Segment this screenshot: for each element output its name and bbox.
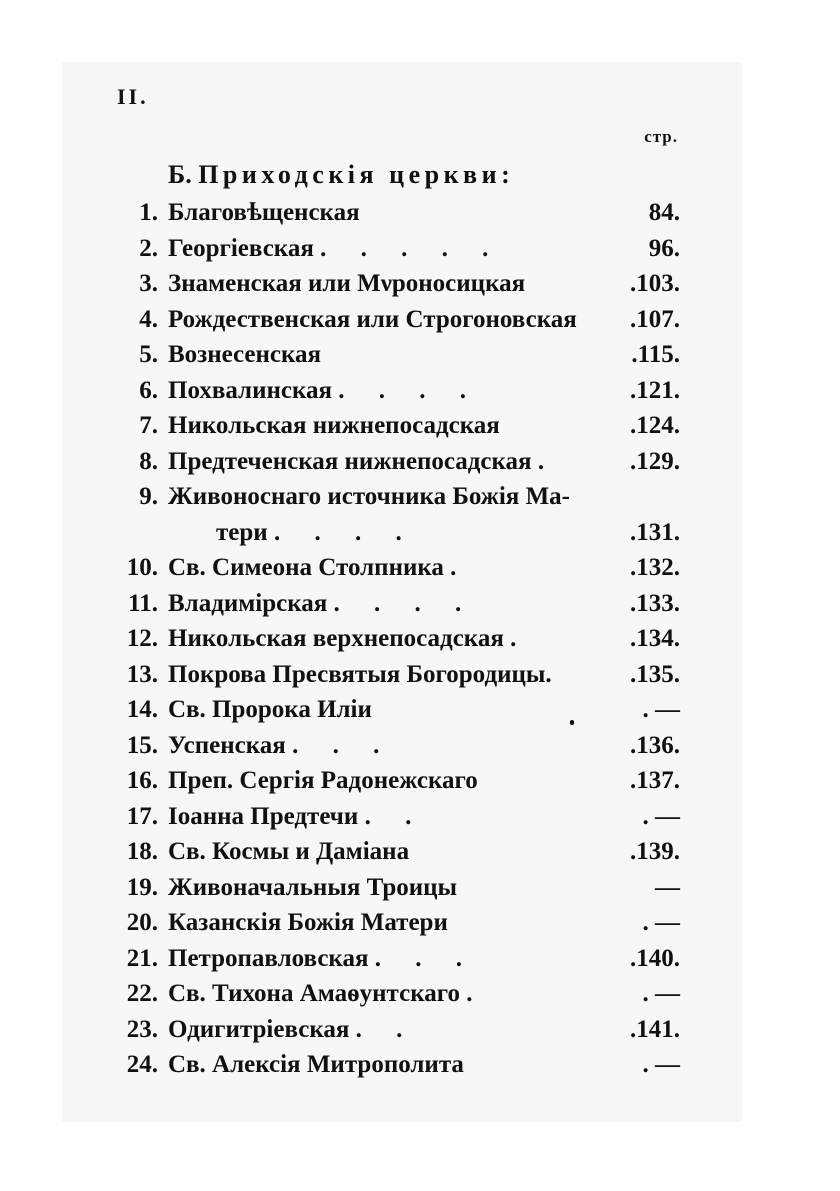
entry-number: 21. xyxy=(126,944,158,972)
entry-title-text: тери xyxy=(216,518,268,546)
toc-entry xyxy=(0,870,840,906)
entry-title xyxy=(168,266,525,302)
toc-entry xyxy=(0,976,840,1012)
entry-page: .132. xyxy=(630,554,680,581)
entry-number: 4. xyxy=(139,305,158,333)
entry-title xyxy=(168,1047,464,1083)
entry-title xyxy=(168,1012,416,1048)
entry-page: .141. xyxy=(630,1015,680,1043)
entry-page: . — xyxy=(642,696,680,723)
dot-leader: . . xyxy=(355,1015,417,1043)
toc-entry xyxy=(0,763,840,799)
entry-page: 84. xyxy=(648,199,680,226)
entry-number: 16. xyxy=(126,767,158,794)
toc-entry xyxy=(0,728,840,764)
entry-number: 11. xyxy=(128,589,158,617)
entry-title-text: Успенская xyxy=(168,731,286,759)
dot-leader: . . . xyxy=(374,944,476,972)
entry-number: 22. xyxy=(126,980,158,1007)
entry-title xyxy=(168,905,448,941)
entry-title xyxy=(168,728,393,764)
entry-page: 96. xyxy=(648,234,680,262)
entry-page: . — xyxy=(642,909,680,936)
entry-page: .139. xyxy=(630,838,680,865)
entry-number: 1. xyxy=(139,199,158,226)
toc-entry xyxy=(0,373,840,409)
toc-entry xyxy=(0,799,840,835)
toc-entry xyxy=(0,408,840,444)
entry-title xyxy=(168,195,360,231)
entry-title xyxy=(168,550,470,586)
toc-entry xyxy=(0,337,840,373)
entry-title-text: Св. Пророка Иліи xyxy=(168,696,372,723)
page-number: II. xyxy=(117,84,149,109)
dot-leader: . . . . xyxy=(338,376,481,404)
entry-title xyxy=(168,621,530,657)
dot-leader: . . . xyxy=(292,731,394,759)
entry-title xyxy=(168,976,486,1012)
entry-page: .129. xyxy=(630,447,680,475)
entry-title-text: Вознесенская xyxy=(168,341,322,368)
toc-entry xyxy=(0,195,840,231)
entry-number: 7. xyxy=(139,412,158,439)
toc-entry xyxy=(0,479,840,515)
toc-entry xyxy=(0,266,840,302)
entry-title-text: Св. Тихона Амаѳунтскаго xyxy=(168,980,460,1007)
toc-entry xyxy=(0,1047,840,1083)
entry-number: 14. xyxy=(126,696,158,723)
entry-number: 6. xyxy=(139,376,158,404)
entry-page: .133. xyxy=(630,589,680,617)
entry-title-text: Іоанна Предтечи xyxy=(168,802,359,830)
toc-entry xyxy=(0,302,840,338)
entry-title xyxy=(168,231,502,267)
entry-number: 9. xyxy=(139,483,158,510)
entry-title xyxy=(168,302,577,338)
toc-entry xyxy=(0,515,840,551)
entry-page: . — xyxy=(642,802,680,830)
entry-title xyxy=(168,941,476,977)
entry-title-text: Св. Космы и Даміана xyxy=(168,838,410,865)
entry-title-text: Св. Симеона Столпника xyxy=(168,554,444,581)
entry-page: .134. xyxy=(630,625,680,652)
dot-leader: . . . . xyxy=(333,589,476,617)
entry-title xyxy=(168,337,321,373)
entry-number: 19. xyxy=(126,873,158,901)
entry-page: .136. xyxy=(630,731,680,759)
toc-entry xyxy=(0,550,840,586)
dot-leader: . xyxy=(450,554,471,581)
section-title-text: Приходскія церкви: xyxy=(198,160,515,189)
entry-title-text: Предтеченская нижнепосадская xyxy=(168,447,532,475)
entry-title-text: Живоначальныя Троицы xyxy=(168,873,458,901)
toc-entry xyxy=(0,621,840,657)
entry-number: 24. xyxy=(126,1051,158,1078)
entry-page: .107. xyxy=(630,305,680,333)
entry-number: 8. xyxy=(139,447,158,475)
entry-title-text: Знаменская или Мνроносицкая xyxy=(168,270,526,297)
entry-title xyxy=(168,763,478,799)
entry-title xyxy=(168,692,372,728)
entry-number: 13. xyxy=(126,660,158,688)
entry-page: .103. xyxy=(630,270,680,297)
entry-page: .137. xyxy=(630,767,680,794)
entry-title xyxy=(168,479,570,515)
entry-title-text: Владимірская xyxy=(168,589,328,617)
entry-title xyxy=(168,657,552,693)
entry-page: .115. xyxy=(631,341,680,368)
entry-title-text: Георгіевская xyxy=(168,234,314,262)
entry-title xyxy=(168,799,425,835)
entry-title-text: Одигитріевская xyxy=(168,1015,350,1043)
entry-title xyxy=(168,586,475,622)
entry-number: 12. xyxy=(126,625,158,652)
entry-title-text: Благовѣщенская xyxy=(168,199,360,226)
entry-page: — xyxy=(655,873,680,901)
toc-entry xyxy=(0,444,840,480)
entry-page: . — xyxy=(642,980,680,1007)
entry-page: .140. xyxy=(630,944,680,972)
entry-title xyxy=(168,870,457,906)
entry-number: 23. xyxy=(126,1015,158,1043)
toc-entry xyxy=(0,834,840,870)
section-title xyxy=(168,160,514,190)
entry-title-text: Св. Алексія Митрополита xyxy=(168,1051,464,1078)
entry-title xyxy=(168,444,558,480)
dot-leader: . xyxy=(537,447,559,475)
toc-entry xyxy=(0,941,840,977)
entry-title xyxy=(168,408,500,444)
entry-title xyxy=(168,373,480,409)
toc-entry xyxy=(0,231,840,267)
ink-speck xyxy=(570,720,574,725)
entry-title xyxy=(168,834,409,870)
entry-title-text: Рождественская или Строгоновская xyxy=(168,305,577,333)
entry-number: 2. xyxy=(139,234,158,262)
entry-title-text: Никольская нижнепосадская xyxy=(168,412,500,439)
entry-number: 3. xyxy=(139,270,158,297)
dot-leader: . . xyxy=(364,802,426,830)
entry-number: 20. xyxy=(126,909,158,936)
toc-entry xyxy=(0,586,840,622)
entry-page: .135. xyxy=(630,660,680,688)
dot-leader: . xyxy=(510,625,531,652)
entry-title xyxy=(216,515,416,551)
entry-number: 18. xyxy=(126,838,158,865)
table-of-contents xyxy=(0,195,840,1083)
entry-number: 10. xyxy=(126,554,158,581)
dot-leader: . . . . xyxy=(273,518,416,546)
entry-page: .124. xyxy=(630,412,680,439)
page-column-header: стр. xyxy=(644,127,678,146)
toc-entry xyxy=(0,692,840,728)
entry-title-text: Живоноснаго источника Божія Ма- xyxy=(168,483,571,510)
entry-title-text: Покрова Пресвятыя Богородицы. xyxy=(168,660,552,688)
entry-title-text: Никольская верхнепосадская xyxy=(168,625,504,652)
entry-title-text: Похвалинская xyxy=(168,376,333,404)
dot-leader: . . . . . xyxy=(320,234,503,262)
toc-entry xyxy=(0,905,840,941)
toc-entry xyxy=(0,1012,840,1048)
toc-entry xyxy=(0,657,840,693)
entry-title-text: Казанскія Божія Матери xyxy=(168,909,448,936)
section-prefix: Б. xyxy=(168,160,192,189)
entry-page: .121. xyxy=(630,376,680,404)
entry-page: . — xyxy=(642,1051,680,1078)
entry-title-text: Петропавловская xyxy=(168,944,369,972)
entry-number: 5. xyxy=(139,341,158,368)
entry-page: .131. xyxy=(630,518,680,546)
dot-leader: . xyxy=(466,980,487,1007)
entry-title-text: Преп. Сергія Радонежскаго xyxy=(168,767,478,794)
entry-number: 15. xyxy=(126,731,158,759)
entry-number: 17. xyxy=(126,802,158,830)
